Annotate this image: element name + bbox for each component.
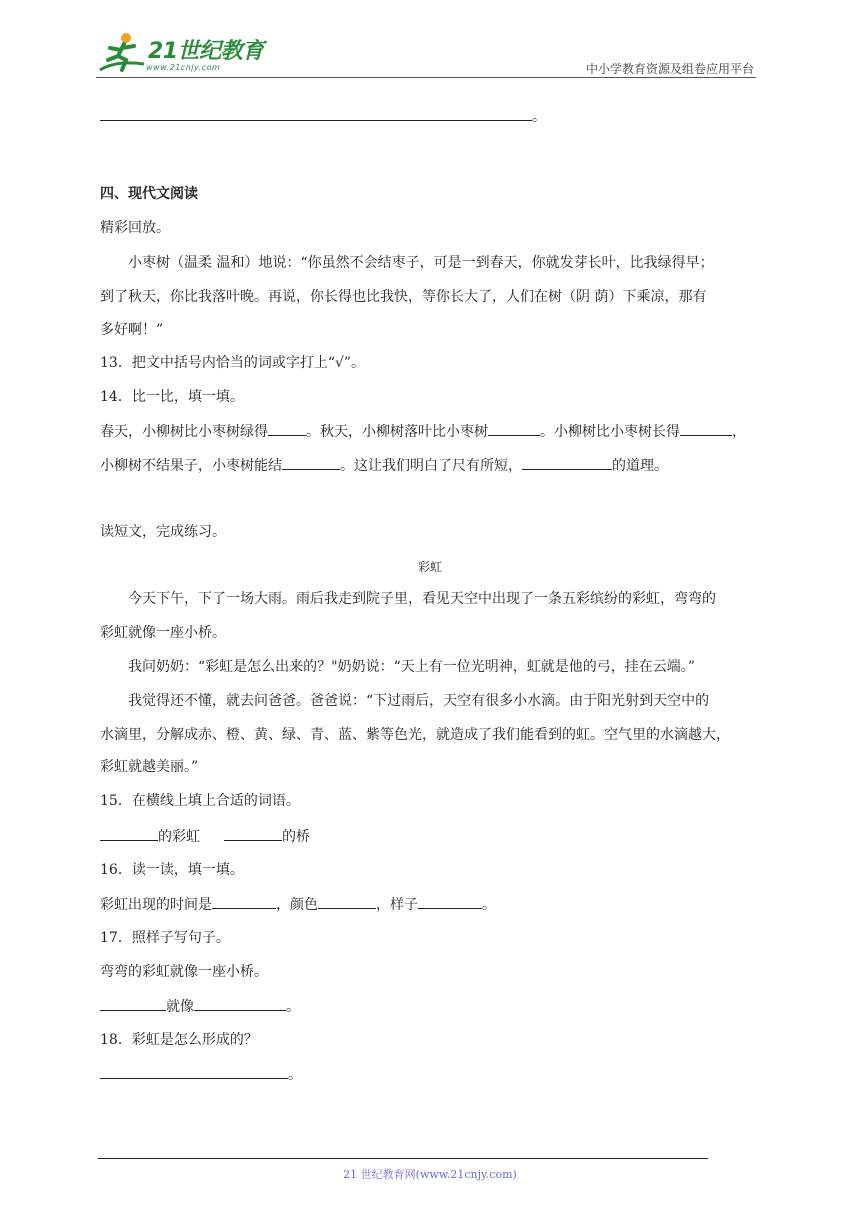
answer-blank[interactable]: [418, 894, 482, 909]
header-divider: [96, 77, 756, 78]
passage1-line: 多好啊！”: [100, 322, 164, 338]
answer-blank[interactable]: [100, 826, 158, 841]
passage2-line: 彩虹就越美丽。”: [100, 759, 199, 775]
passage-title: 彩虹: [417, 560, 442, 574]
question-16: 16．读一读，填一填。: [100, 862, 244, 878]
answer-blank[interactable]: [522, 455, 612, 470]
question-17: 17．照样子写句子。: [100, 930, 230, 946]
passage1-line: 到了秋天，你比我落叶晚。再说，你长得也比我快，等你长大了，人们在树（阴 荫）下乘凉，那有: [100, 289, 707, 305]
answer-blank[interactable]: [100, 1064, 288, 1079]
answer-blank[interactable]: [100, 106, 532, 121]
question-15-fill-line: 的彩虹 的桥: [100, 826, 310, 847]
runner-logo-icon: [96, 30, 148, 76]
question-15: 15．在横线上填上合适的词语。: [100, 793, 300, 809]
answer-blank[interactable]: [194, 996, 286, 1011]
footer-link[interactable]: 21 世纪教育网(www.21cnjy.com): [343, 1168, 517, 1181]
question-14-fill-line: 小柳树不结果子，小枣树能结 。这让我们明白了尺有所短， 的道理。: [100, 455, 668, 476]
question-17-fill-line: 就像 。: [100, 996, 300, 1017]
question-13: 13．把文中括号内恰当的词或字打上“√”。: [100, 355, 366, 371]
site-logo[interactable]: [96, 30, 266, 76]
question-16-fill-line: 彩虹出现的时间是 ，颜色 ，样子 。: [100, 894, 496, 915]
passage2-line: 我问奶奶：“彩虹是怎么出来的？"奶奶说：“天上有一位光明神，虹就是他的弓，挂在云端。”: [128, 659, 695, 675]
platform-name: 中小学教育资源及组卷应用平台: [585, 62, 754, 76]
passage2-line: 我觉得还不懂，就去问爸爸。爸爸说：“下过雨后，天空有很多小水滴。由于阳光射到天空中的: [128, 693, 710, 709]
previous-answer-line: 。: [100, 106, 546, 127]
answer-blank[interactable]: [488, 421, 540, 436]
answer-blank[interactable]: [680, 421, 732, 436]
footer-divider: [98, 1158, 708, 1159]
answer-blank[interactable]: [224, 826, 282, 841]
passage2-line: 今天下午，下了一场大雨。雨后我走到院子里，看见天空中出现了一条五彩缤纷的彩虹，弯弯的: [128, 591, 716, 607]
passage2-line: 彩虹就像一座小桥。: [100, 625, 226, 641]
question-18: 18．彩虹是怎么形成的？: [100, 1032, 258, 1048]
intro-text: 精彩回放。: [100, 220, 170, 236]
question-18-fill-line: 。: [100, 1064, 302, 1085]
answer-blank[interactable]: [282, 455, 340, 470]
answer-blank[interactable]: [100, 996, 166, 1011]
page-header: [96, 30, 756, 78]
logo-text: 21世纪教育: [148, 39, 264, 64]
question-17-example: 弯弯的彩虹就像一座小桥。: [100, 964, 268, 980]
section-heading: 四、现代文阅读: [100, 186, 198, 202]
answer-blank[interactable]: [212, 894, 276, 909]
logo-url: www.21cnjy.com: [146, 63, 221, 72]
answer-blank[interactable]: [268, 421, 306, 436]
reading-instruction: 读短文，完成练习。: [100, 524, 226, 540]
question-14: 14．比一比，填一填。: [100, 389, 244, 405]
passage2-line: 水滴里，分解成赤、橙、黄、绿、青、蓝、紫等色光，就造成了我们能看到的虹。空气里的水滴越大，: [100, 727, 730, 743]
question-14-fill-line: 春天，小柳树比小枣树绿得 。秋天，小柳树落叶比小枣树 。小柳树比小枣树长得 ，: [100, 421, 746, 442]
answer-blank[interactable]: [318, 894, 376, 909]
passage1-line: 小枣树（温柔 温和）地说：“你虽然不会结枣子，可是一到春天，你就发芽长叶，比我绿得早；: [128, 255, 714, 271]
